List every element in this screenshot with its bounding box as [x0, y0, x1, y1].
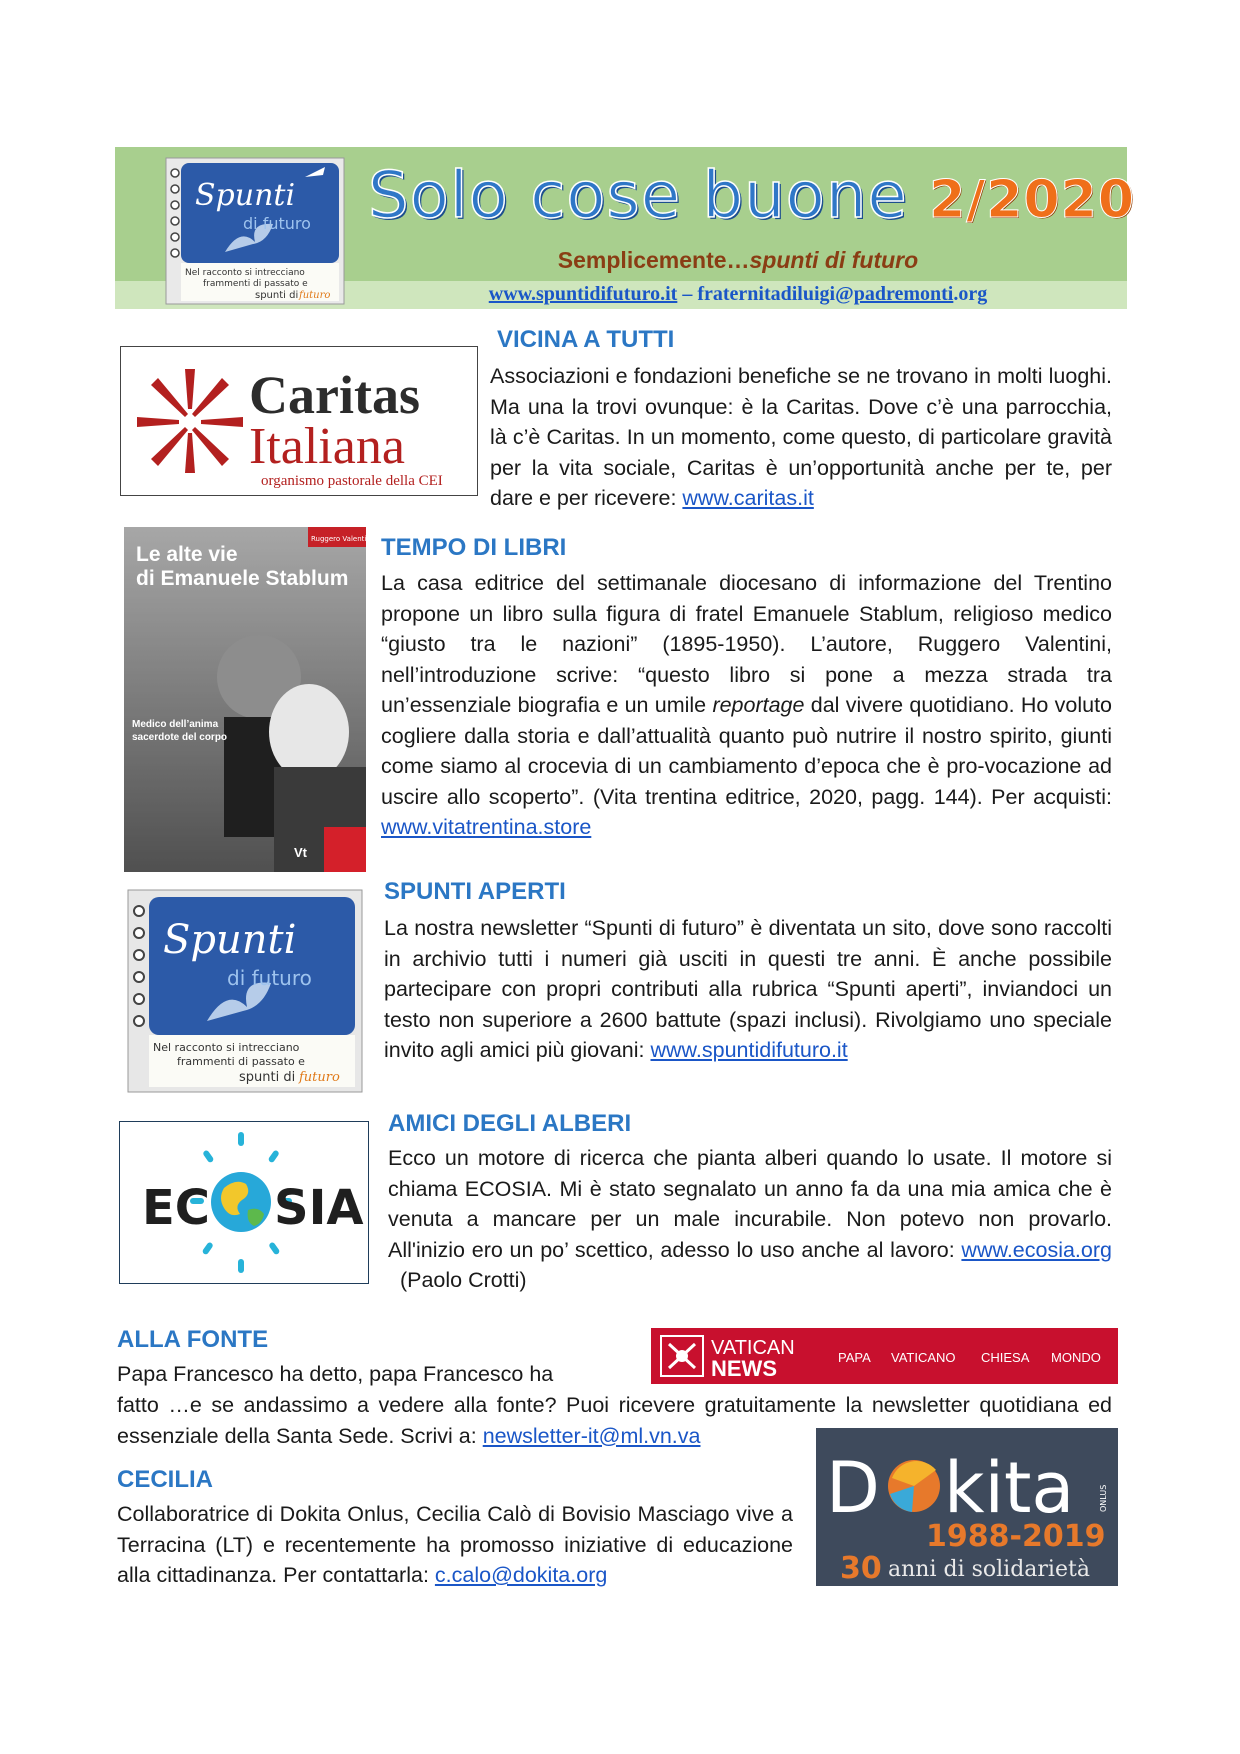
caritas-link[interactable]: www.caritas.it [682, 486, 814, 510]
spuntidifuturo-link[interactable]: www.spuntidifuturo.it [650, 1038, 848, 1062]
section-body-spunti: La nostra newsletter “Spunti di futuro” è diventata un sito, dove sono raccolti in archivio tutti i numeri già usciti in questi tre anni. È anche possibile partecipare con propri contributi alla rubrica “Spunti aperti”, inviandoci un testo non superiore a 2600 battute (spazi inclusi). Rivolgiamo uno speciale invito agli amici più giovani: www.spuntidifuturo.it [384, 916, 1112, 1062]
caritas-italiana-logo [120, 346, 478, 496]
svg-text:Ruggero Valentini: Ruggero Valentini [311, 535, 373, 543]
svg-text:Vt: Vt [294, 845, 307, 860]
svg-text:D: D [826, 1447, 880, 1529]
svg-text:anni di solidarietà: anni di solidarietà [888, 1557, 1090, 1582]
section-body-libri: La casa editrice del settimanale diocesano di informazione del Trentino propone un libro sulla figura di fratel Emanuele Stablum, religioso medico “giusto tra le nazioni” (1895-1950). L’autore, Ruggero Valentini, nell’introduzione scrive: “questo libro si pone a mezza strada tra un’essenziale biografia e un umile reportage dal vivere quotidiano. Ho voluto cogliere dalla storia e dall’attualità quanto può nutrire il nostro spirito, giunti come siamo al crocevia di un cambiamento d’epoca che è pro-vocazione ad uscire allo scoperto”. (Vita trentina editrice, 2020, pagg. 144). Per acquisti: www.vitatrentina.store [381, 571, 1113, 839]
ecosia-link[interactable]: www.ecosia.org [961, 1237, 1112, 1262]
vitatrentina-link[interactable]: www.vitatrentina.store [381, 815, 592, 839]
svg-text:futuro: futuro [299, 290, 331, 301]
svg-text:frammenti di passato e: frammenti di passato e [177, 1055, 305, 1068]
section-body-fonte: fatto …e se andassimo a vedere alla fonte? Puoi ricevere gratuitamente la newsletter quotidiana ed essenziale della Santa Sede. Scrivi a: newsletter-it@ml.vn.va [117, 1393, 1112, 1448]
masthead-name: Solo cose buone [368, 159, 908, 233]
svg-text:NEWS: NEWS [711, 1356, 777, 1381]
site-link[interactable]: www.spuntidifuturo.it [488, 283, 678, 305]
svg-text:Le alte vie: Le alte vie [136, 543, 238, 566]
banner-nav-mondo: MONDO [1051, 1350, 1101, 1365]
ecosia-ec: EC [142, 1180, 211, 1236]
svg-text:spunti di: spunti di [239, 1070, 296, 1085]
section-title-cecilia: CECILIA [117, 1466, 213, 1493]
svg-text:kita: kita [944, 1447, 1075, 1529]
tagline: Semplicemente…spunti di futuro [557, 247, 919, 273]
svg-text:frammenti di passato e: frammenti di passato e [203, 279, 308, 289]
newsletter-header [115, 147, 1135, 309]
section-title-alberi: AMICI DEGLI ALBERI [388, 1110, 632, 1137]
svg-text:Medico dell’anima: Medico dell’anima [132, 719, 219, 730]
svg-text:1988-2019: 1988-2019 [926, 1519, 1106, 1554]
logo-text-di-futuro: di futuro [243, 214, 311, 233]
vatican-newsletter-link[interactable]: newsletter-it@ml.vn.va [482, 1423, 701, 1448]
logo-text-spunti-large: Spunti [163, 917, 297, 963]
ecosia-sia: SIA [274, 1180, 364, 1236]
section-title-libri: TEMPO DI LIBRI [381, 534, 567, 561]
cecilia-email-link[interactable]: c.calo@dokita.org [434, 1563, 608, 1587]
svg-text:di futuro: di futuro [227, 966, 312, 990]
banner-nav-papa: PAPA [838, 1350, 871, 1365]
svg-text:spunti di: spunti di [255, 290, 299, 301]
italiana-wordmark: Italiana [249, 418, 405, 475]
svg-text:ONLUS: ONLUS [1099, 1484, 1108, 1512]
book-cover-stablum [124, 527, 373, 872]
masthead-title [368, 159, 1135, 233]
svg-text:di Emanuele Stablum: di Emanuele Stablum [136, 567, 349, 590]
banner-nav-chiesa: CHIESA [981, 1350, 1030, 1365]
svg-text:VATICAN: VATICAN [711, 1337, 795, 1359]
section-title-fonte: ALLA FONTE [117, 1326, 269, 1353]
caritas-wordmark: Caritas [249, 365, 420, 425]
svg-text:organismo pastorale della CEI: organismo pastorale della CEI [261, 473, 443, 489]
vatican-news-banner [651, 1328, 1118, 1384]
section-title-spunti: SPUNTI APERTI [384, 878, 566, 905]
section-title-vicina: VICINA A TUTTI [497, 326, 675, 353]
svg-text:sacerdote del corpo: sacerdote del corpo [132, 732, 228, 743]
ecosia-logo [119, 1121, 369, 1284]
svg-text:Nel racconto si intrecciano: Nel racconto si intrecciano [153, 1041, 300, 1054]
header-links: www.spuntidifuturo.it – fraternitadiluigi@padremonti.org [488, 283, 988, 305]
section-body-cecilia: Collaboratrice di Dokita Onlus, Cecilia Calò di Bovisio Masciago vive a Terracina (LT) e recentemente ha promosso iniziative di educazione alla cittadinanza. Per contattarla: c.calo@dokita.org [117, 1502, 793, 1587]
svg-text:Nel racconto si intrecciano: Nel racconto si intrecciano [185, 268, 305, 278]
email-domain-link[interactable]: padremonti [853, 283, 954, 305]
spunti-di-futuro-logo [165, 157, 345, 305]
spunti-di-futuro-logo-large [127, 889, 363, 1093]
banner-nav-vaticano: VATICANO [891, 1350, 956, 1365]
section-body-vicina: Associazioni e fondazioni benefiche se ne trovano in molti luoghi. Ma una la trovi ovunque: è la Caritas. Dove c’è una parrocchia, là c’è Caritas. In un momento, come questo, di particolare gravità per la vita sociale, Caritas è un’opportunità anche per te, per dare e per ricevere: www.caritas.it [490, 364, 1112, 510]
svg-text:futuro: futuro [299, 1070, 340, 1085]
dokita-logo [816, 1428, 1118, 1586]
issue-number: 2/2020 [929, 170, 1135, 230]
logo-text-spunti: Spunti [195, 178, 296, 213]
section-body-alberi: Ecco un motore di ricerca che pianta alberi quando lo usate. Il motore si chiama ECOSIA. Mi è stato segnalato un anno fa da una mia amica che è venuta a mancare per un male incurabile. Non potevo non provarlo. All'inizio ero un po’ scettico, adesso lo uso anche al lavoro: www.ecosia.org (Paolo Crotti) [388, 1146, 1112, 1292]
section-body-fonte-line1: Papa Francesco ha detto, papa Francesco ha [117, 1362, 554, 1386]
svg-text:30: 30 [840, 1551, 882, 1586]
